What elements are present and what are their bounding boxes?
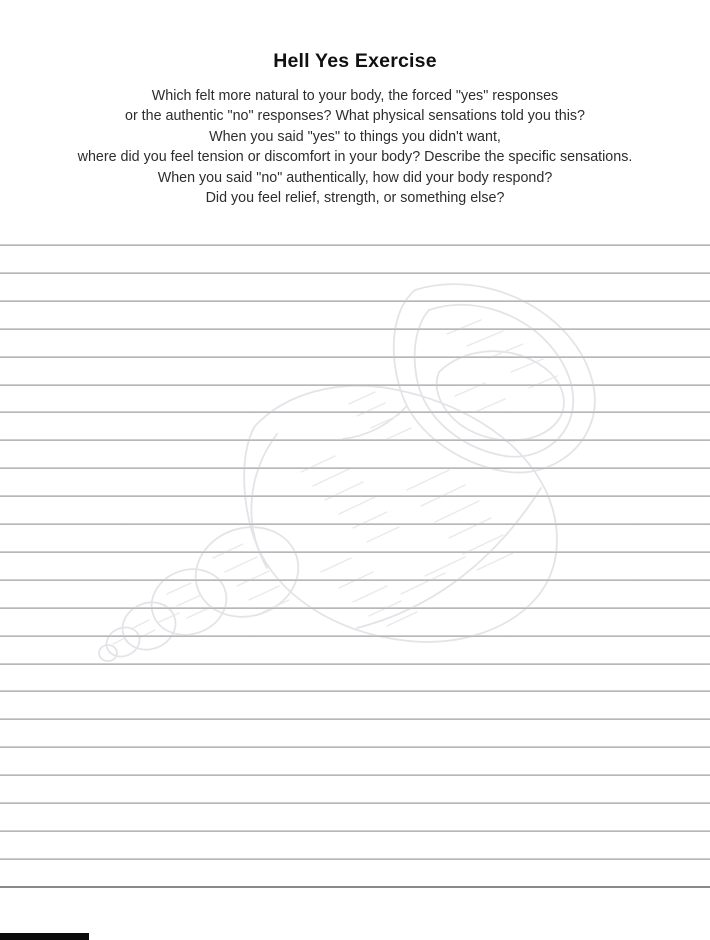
instruction-line: where did you feel tension or discomfort in your body? Describe the specific sensations. <box>77 149 633 166</box>
instruction-line: or the authentic "no" responses? What physical sensations told you this? <box>125 108 585 125</box>
ruled-line <box>0 411 710 413</box>
worksheet-header <box>0 0 710 208</box>
ruled-line <box>0 495 710 497</box>
instruction-line: When you said "yes" to things you didn't want, <box>209 128 501 145</box>
ruled-line <box>0 830 710 832</box>
ruled-line <box>0 718 710 720</box>
ruled-line <box>0 746 710 748</box>
ruled-line <box>0 690 710 692</box>
bottom-bar <box>0 933 89 940</box>
instruction-line: When you said "no" authentically, how did your body respond? <box>157 169 553 186</box>
ruled-line <box>0 328 710 330</box>
ruled-line <box>0 663 710 665</box>
ruled-line <box>0 551 710 553</box>
page-title: Hell Yes Exercise <box>273 50 437 72</box>
ruled-line-last <box>0 886 710 888</box>
ruled-line <box>0 802 710 804</box>
ruled-line <box>0 244 710 246</box>
ruled-line <box>0 356 710 358</box>
ruled-line <box>0 439 710 441</box>
ruled-line <box>0 523 710 525</box>
instructions <box>0 86 710 208</box>
instruction-line: Did you feel relief, strength, or something else? <box>205 190 505 207</box>
ruled-line <box>0 774 710 776</box>
ruled-line <box>0 272 710 274</box>
ruled-line <box>0 858 710 860</box>
instruction-line: Which felt more natural to your body, the forced "yes" responses <box>151 88 559 104</box>
ruled-line <box>0 467 710 469</box>
ruled-line <box>0 300 710 302</box>
ruled-line <box>0 579 710 581</box>
ruled-line <box>0 384 710 386</box>
ruled-line <box>0 635 710 637</box>
ruled-line <box>0 607 710 609</box>
